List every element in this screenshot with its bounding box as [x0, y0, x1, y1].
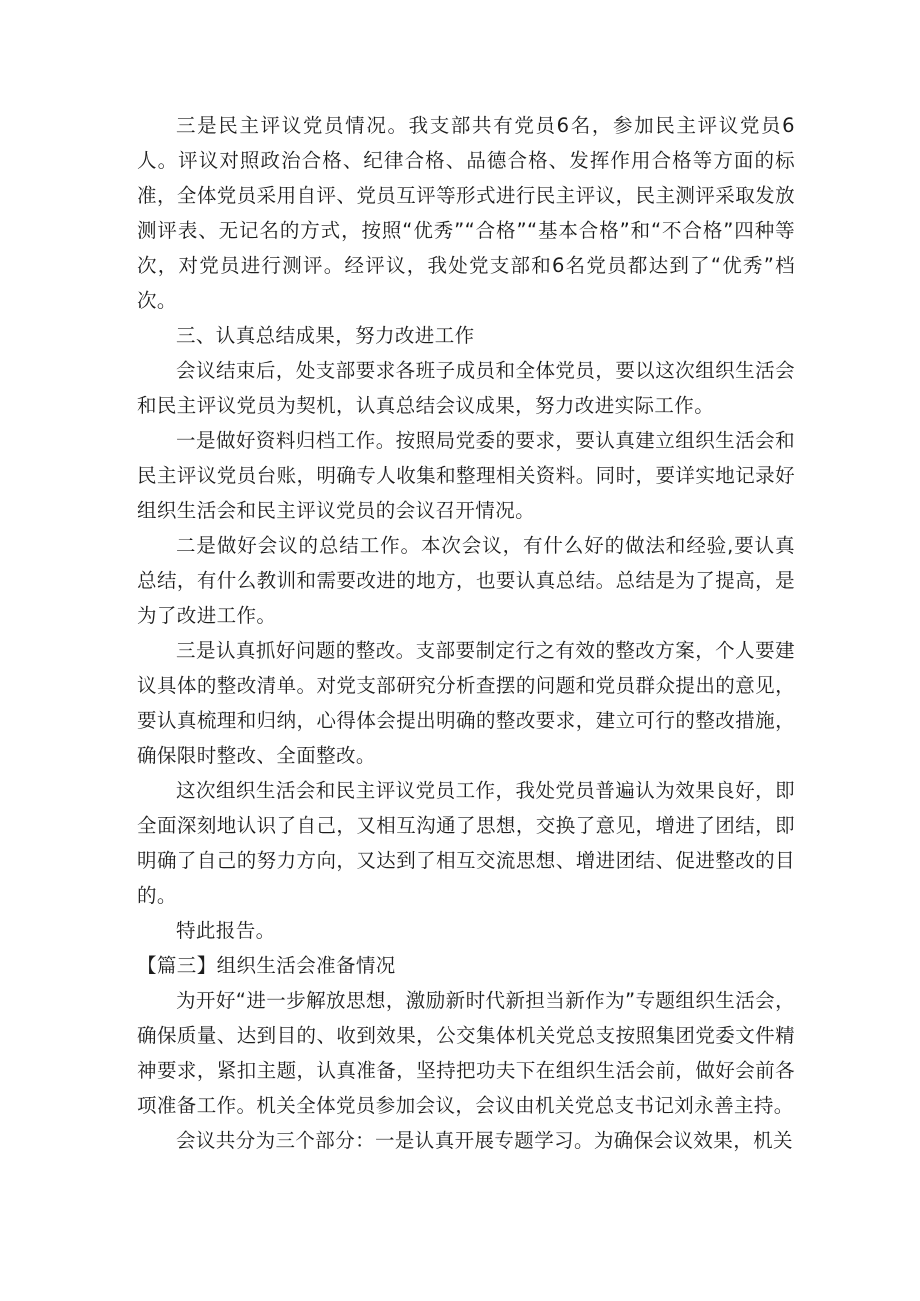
paragraph-conclusion: 这次组织生活会和民主评议党员工作，我处党员普遍认为效果良好，即全面深刻地认识了自己，又相互沟通了思想，交换了意见，增进了团结，即明确了自己的努力方向，又达到了相互交流思想、增进团结、促进整改的目的。	[137, 779, 795, 907]
section-heading-summarize: 三、认真总结成果，努力改进工作	[176, 324, 475, 347]
section-title-part-three: 【篇三】组织生活会准备情况	[137, 954, 396, 977]
paragraph-after-meeting: 会议结束后，处支部要求各班子成员和全体党员，要以这次组织生活会和民主评议党员为契机，认真总结会议成果，努力改进实际工作。	[137, 359, 795, 417]
paragraph-summary-work: 二是做好会议的总结工作。本次会议，有什么好的做法和经验,要认真总结，有什么教训和需要改进的地方，也要认真总结。总结是为了提高，是为了改进工作。	[137, 534, 795, 627]
paragraph-rectification: 三是认真抓好问题的整改。支部要制定行之有效的整改方案，个人要建议具体的整改清单。对党支部研究分析查摆的问题和党员群众提出的意见，要认真梳理和归纳，心得体会提出明确的整改要求，建立可行的整改措施，确保限时整改、全面整改。	[137, 639, 795, 767]
paragraph-archive-work: 一是做好资料归档工作。按照局党委的要求，要认真建立组织生活会和民主评议党员台账，明确专人收集和整理相关资料。同时，要详实地记录好组织生活会和民主评议党员的会议召开情况。	[137, 429, 795, 522]
document-body	[137, 108, 795, 1158]
paragraph-member-evaluation: 三是民主评议党员情况。我支部共有党员6名，参加民主评议党员6人。评议对照政治合格、纪律合格、品德合格、发挥作用合格等方面的标准，全体党员采用自评、党员互评等形式进行民主评议，民主测评采取发放测评表、无记名的方式，按照“优秀”“合格”“基本合格”和“不合格”四种等次，对党员进行测评。经评议，我处党支部和6名党员都达到了“优秀”档次。	[137, 114, 795, 312]
paragraph-closing: 特此报告。	[176, 919, 276, 942]
paragraph-preparation: 为开好“进一步解放思想，激励新时代新担当新作为”专题组织生活会，确保质量、达到目的、收到效果，公交集体机关党总支按照集团党委文件精神要求，紧扣主题，认真准备，坚持把功夫下在组织生活会前，做好会前各项准备工作。机关全体党员参加会议，会议由机关党总支书记刘永善主持。	[137, 989, 795, 1117]
paragraph-meeting-parts: 会议共分为三个部分：一是认真开展专题学习。为确保会议效果，机关	[176, 1129, 793, 1152]
